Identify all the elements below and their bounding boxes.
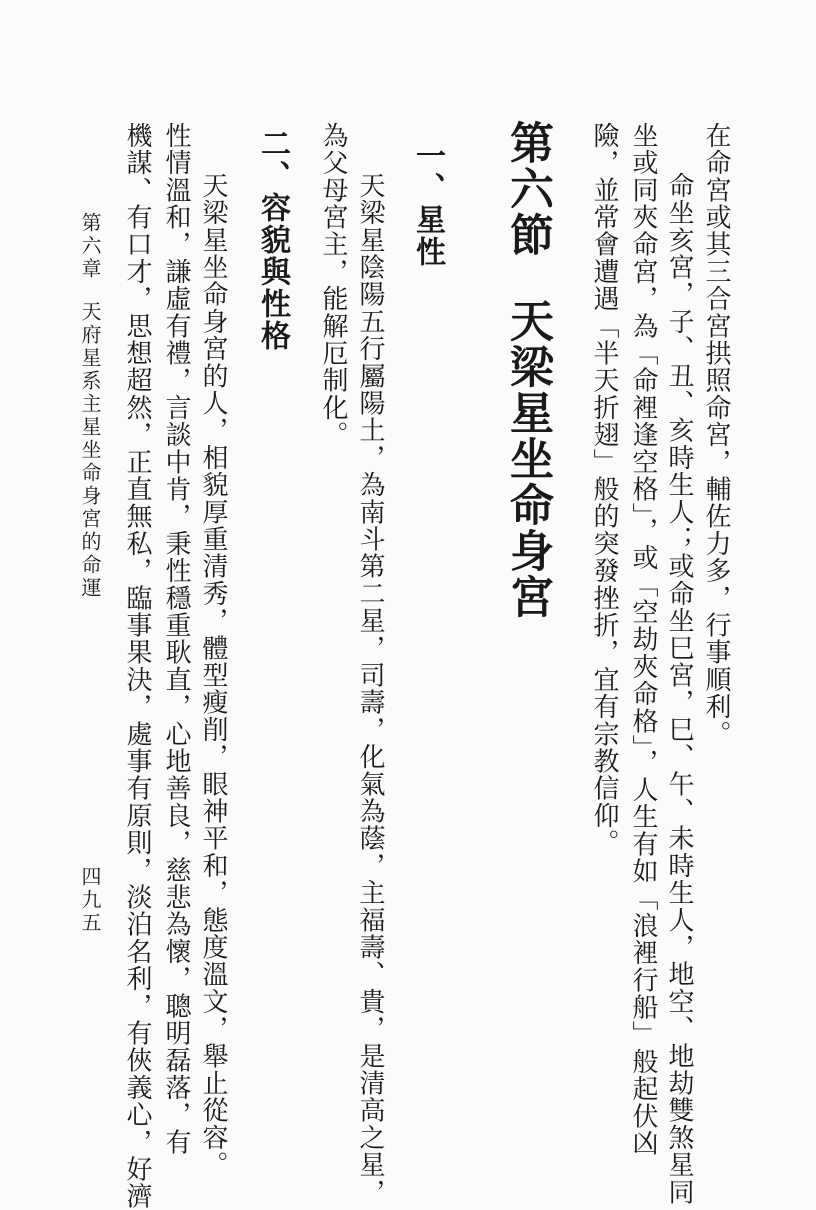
section-heading [502,120,553,620]
body-column: 在命宮或其三合宮拱照命宮，輔佐力多，行事順利。 [701,122,731,748]
body-column: 性情溫和，謙虛有禮，言談中肯，秉性穩重耿直，心地善良，慈悲為懷，聰明磊落，有 [161,122,191,1156]
subsection-heading: 一、星性 [410,140,445,268]
body-column: 坐或同夾命宮，為「命裡逢空格」，或「空劫夾命格」，人生有如「浪裡行船」般起伏凶 [628,122,658,1157]
body-column: 機謀、有口才，思想超然，正直無私，臨事果決，處事有原則，淡泊名利，有俠義心，好濟 [122,122,152,1210]
chapter-label: 第六章 [78,212,102,281]
section-title: 天梁星坐命身宮 [502,298,553,620]
body-column: 天梁星坐命身宮的人，相貌厚重清秀，體型瘦削，眼神平和，態度溫文，舉止從容。 [198,172,228,1179]
section-number: 第六節 [502,120,553,258]
page-number: 四九五 [78,866,102,935]
body-column: 天梁星陰陽五行屬陽土，為南斗第二星，司壽，化氣為蔭，主福壽、貴，是清高之星， [355,172,385,1206]
chapter-title: 天府星系主星坐命身宮的命運 [78,301,102,600]
body-column: 為父母宮主，能解厄制化。 [318,122,348,449]
body-column: 險，並常會遭遇「半天折翅」般的突發挫折，宜有宗教信仰。 [589,122,619,857]
subsection-heading: 二、容貌與性格 [255,128,290,352]
body-column: 命坐亥宮，子、丑、亥時生人；或命坐巳宮，巳、午、未時生人，地空、地劫雙煞星同 [664,172,694,1206]
running-footer [80,212,100,600]
